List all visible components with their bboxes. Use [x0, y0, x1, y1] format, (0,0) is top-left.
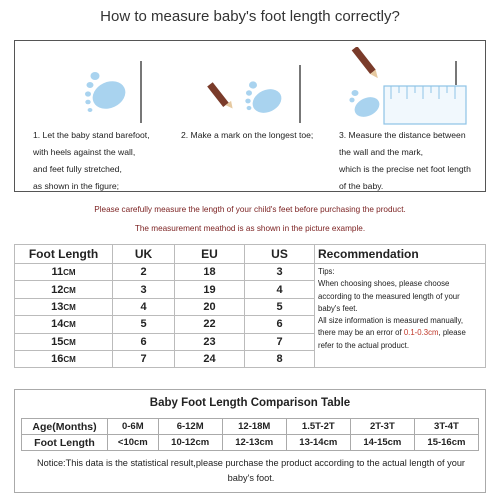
recommendation-cell [315, 264, 486, 368]
us-cell: 4 [245, 281, 315, 298]
uk-cell: 3 [113, 281, 175, 298]
age-label: Age(Months) [22, 419, 108, 435]
purchase-note: Please carefully measure the length of your child's feet before purchasing the product. [94, 205, 406, 214]
footprint-icon [73, 69, 133, 117]
comparison-title: Baby Foot Length Comparison Table [149, 397, 351, 409]
tips-para-1: When choosing shoes, please choose according to the measured length of your baby's feet. [318, 279, 460, 313]
tips-para-2: All size information is measured manually, there may be an error of 0.1-0.3cm, please refer to the actual product. [318, 316, 466, 350]
us-cell: 3 [245, 264, 315, 281]
wall-line [140, 61, 142, 123]
foot-length-cell: 14CM [15, 316, 113, 333]
footprint-icon [343, 85, 387, 121]
header-eu: EU [175, 245, 245, 264]
comparison-table [21, 418, 479, 451]
foot-length-cell: 12CM [15, 281, 113, 298]
length-cell: 13-14cm [286, 435, 350, 451]
header-foot-length: Foot Length [15, 245, 113, 264]
uk-cell: 2 [113, 264, 175, 281]
wall-line [455, 61, 457, 85]
us-cell: 5 [245, 298, 315, 315]
eu-cell: 24 [175, 350, 245, 367]
header-uk: UK [113, 245, 175, 264]
page-title: How to measure baby's foot length correctly? [100, 8, 400, 25]
us-cell: 8 [245, 350, 315, 367]
ruler-icon [383, 85, 467, 125]
step-3 [325, 41, 487, 191]
step-2-text: 2. Make a mark on the longest toe; [181, 130, 314, 140]
age-cell: 12-18M [222, 419, 286, 435]
pencil-icon [207, 81, 239, 113]
pencil-icon [350, 47, 388, 85]
us-cell: 7 [245, 333, 315, 350]
uk-cell: 7 [113, 350, 175, 367]
step-2 [165, 41, 325, 191]
size-chart-table [14, 244, 486, 368]
table-row [15, 264, 486, 281]
wall-line [299, 65, 301, 123]
method-note: The measurement meathod is as shown in the picture example. [134, 224, 366, 233]
header-us: US [245, 245, 315, 264]
age-cell: 6-12M [158, 419, 222, 435]
length-cell: 12-13cm [222, 435, 286, 451]
length-row [22, 435, 479, 451]
uk-cell: 4 [113, 298, 175, 315]
table-header-row [15, 245, 486, 264]
error-range-highlight: 0.1-0.3cm [403, 328, 439, 338]
age-cell: 1.5T-2T [286, 419, 350, 435]
tips-label: Tips: [318, 267, 335, 276]
age-row [22, 419, 479, 435]
uk-cell: 6 [113, 333, 175, 350]
footprint-icon [237, 77, 289, 119]
comparison-notice: Notice:This data is the statistical result,please purchase the product according to the actual length of your baby's foot. [37, 458, 465, 483]
eu-cell: 18 [175, 264, 245, 281]
age-cell: 0-6M [108, 419, 159, 435]
foot-length-cell: 16CM [15, 350, 113, 367]
step-3-text: 3. Measure the distance between the wall and the mark, which is the precise net foot length of the baby. [339, 130, 471, 191]
foot-length-cell: 15CM [15, 333, 113, 350]
eu-cell: 19 [175, 281, 245, 298]
length-cell: 15-16cm [414, 435, 478, 451]
uk-cell: 5 [113, 316, 175, 333]
measurement-steps-panel [14, 40, 486, 192]
length-cell: 14-15cm [350, 435, 414, 451]
step-1 [15, 41, 165, 191]
eu-cell: 23 [175, 333, 245, 350]
length-cell: <10cm [108, 435, 159, 451]
step-1-text: 1. Let the baby stand barefoot, with heels against the wall, and feet fully stretched, as shown in the figure; [33, 130, 150, 191]
comparison-panel [14, 389, 486, 493]
age-cell: 3T-4T [414, 419, 478, 435]
header-recommendation: Recommendation [315, 245, 486, 264]
us-cell: 6 [245, 316, 315, 333]
length-cell: 10-12cm [158, 435, 222, 451]
eu-cell: 20 [175, 298, 245, 315]
length-label: Foot Length [22, 435, 108, 451]
eu-cell: 22 [175, 316, 245, 333]
foot-length-cell: 11CM [15, 264, 113, 281]
foot-length-cell: 13CM [15, 298, 113, 315]
age-cell: 2T-3T [350, 419, 414, 435]
